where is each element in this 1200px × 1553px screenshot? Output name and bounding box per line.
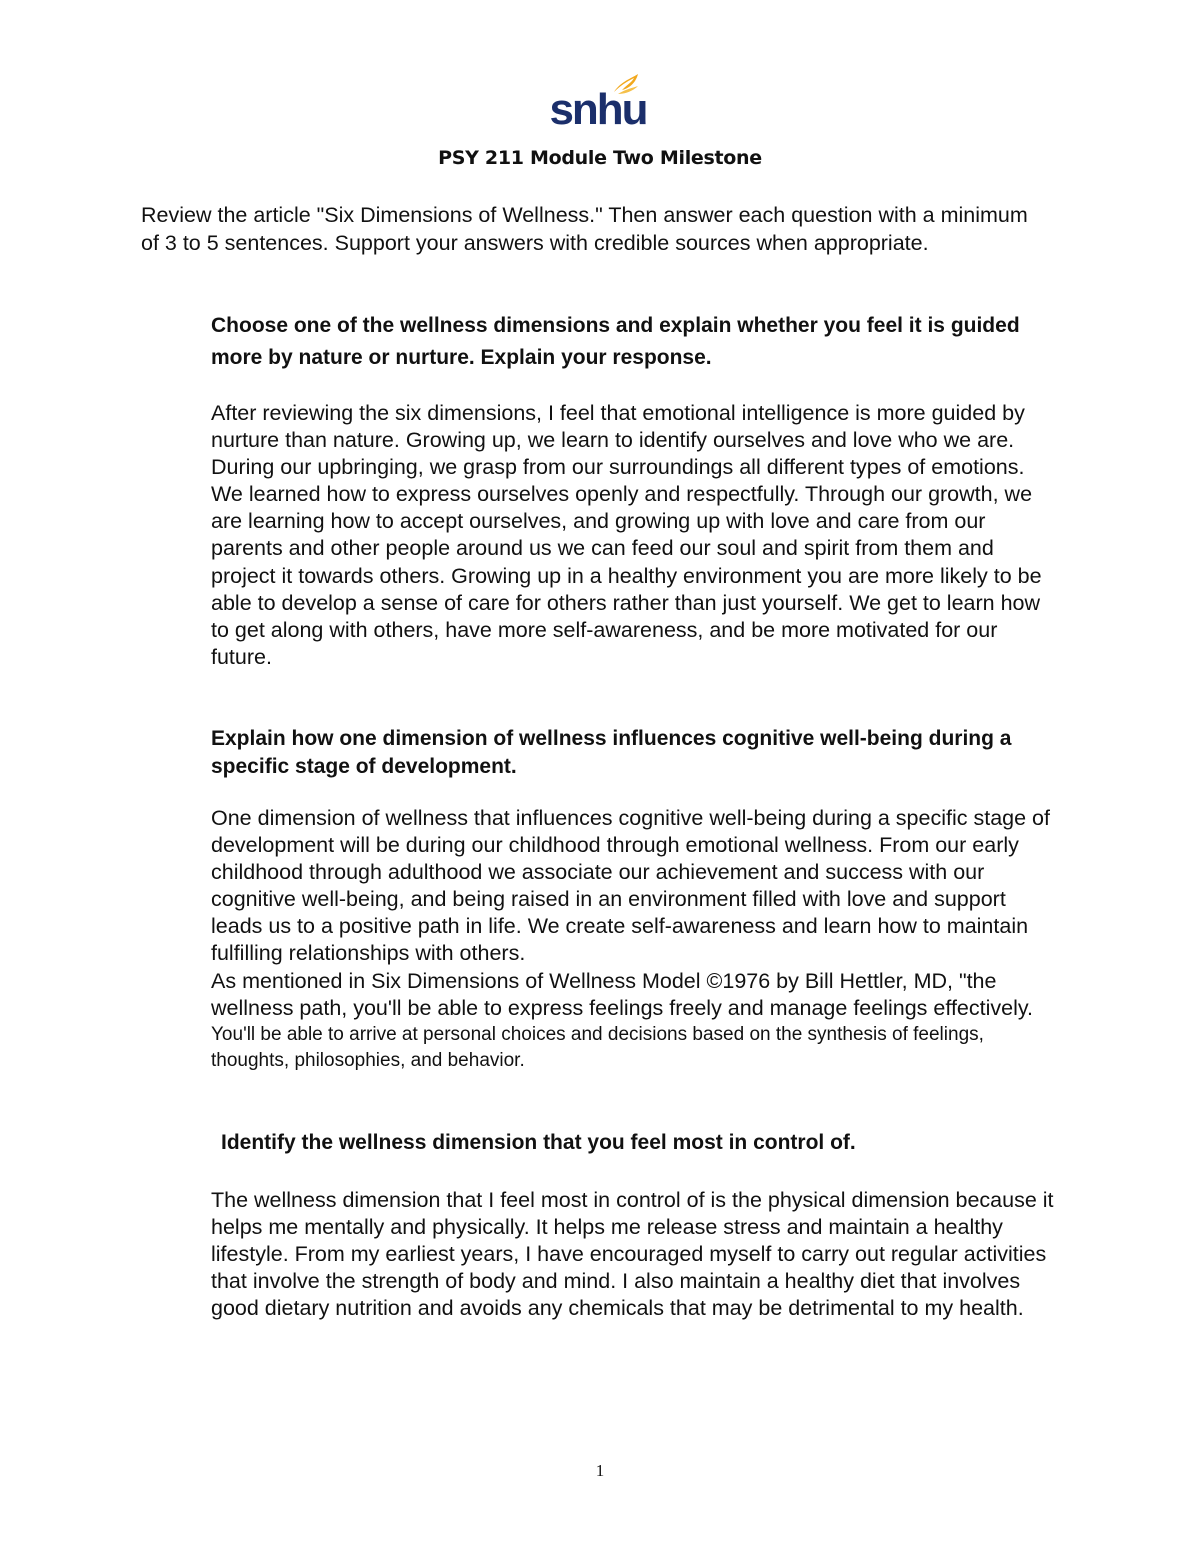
document-title: PSY 211 Module Two Milestone (438, 147, 762, 169)
question-1: Choose one of the wellness dimensions and explain whether you feel it is guided more by nature or nurture. Explain your response. (211, 314, 1020, 369)
answer-2-citation: As mentioned in Six Dimensions of Wellness Model ©1976 by Bill Hettler, MD, "the wellness path, you'll be able to express feelings freely and manage feelings effectively. (211, 968, 1033, 1020)
answer-1: After reviewing the six dimensions, I feel that emotional intelligence is more guided by nurture than nature. Growing up, we learn to identify ourselves and love who we are. During our upbringing, we grasp from our surroundings all different types of emotions. We learned how to express ourselves openly and respectfully. Through our growth, we are learning how to accept ourselves, and growing up with love and care from our parents and other people around us we can feed our soul and spirit from them and project it towards others. Growing up in a healthy environment you are more likely to be able to develop a sense of care for others rather than just yourself. We get to learn how to get along with others, have more self-awareness, and be more motivated for our future. (211, 401, 1042, 669)
answer-2-quote: You'll be able to arrive at personal choices and decisions based on the synthesis of feelings, thoughts, philosophies, and behavior. (211, 1023, 984, 1071)
answer-2-body: One dimension of wellness that influences cognitive well-being during a specific stage of development will be during our childhood through emotional wellness. From our early childhood through adulthood we associate our achievement and success with our cognitive well-being, and being raised in an environment filled with love and support leads us to a positive path in life. We create self-awareness and learn how to maintain fulfilling relationships with others. (211, 806, 1050, 966)
answer-3: The wellness dimension that I feel most in control of is the physical dimension because it helps me mentally and physically. It helps me release stress and maintain a healthy lifestyle. From my earliest years, I have encouraged myself to carry out regular activities that involve the strength of body and mind. I also maintain a healthy diet that involves good dietary nutrition and avoids any chemicals that may be detrimental to my health. (211, 1188, 1054, 1321)
question-3: Identify the wellness dimension that you feel most in control of. (221, 1131, 856, 1154)
page-number: 1 (595, 1461, 605, 1480)
snhu-logo (548, 70, 648, 136)
logo-text: snhu (549, 85, 647, 134)
question-2: Explain how one dimension of wellness influences cognitive well-being during a specific stage of development. (211, 727, 1012, 778)
answer-2 (211, 805, 1061, 1074)
intro-paragraph: Review the article "Six Dimensions of Wellness." Then answer each question with a minimum of 3 to 5 sentences. Support your answers with credible sources when appropriate. (141, 203, 1028, 255)
